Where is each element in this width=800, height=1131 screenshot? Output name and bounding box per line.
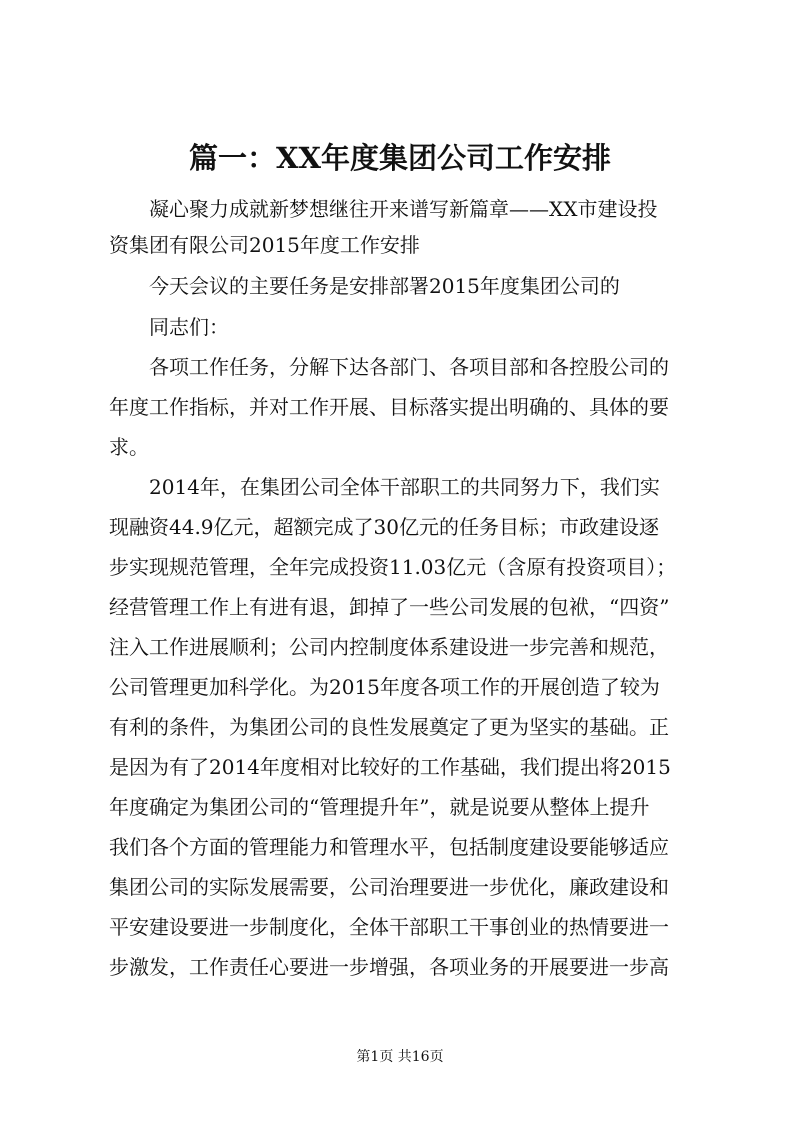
paragraph-line-14: 有利的条件，为集团公司的良性发展奠定了更为坚实的基础。正	[109, 715, 669, 739]
paragraph-line-19: 平安建设要进一步制度化，全体干部职工干事创业的热情要进一	[109, 915, 669, 939]
paragraph-line-16: 年度确定为集团公司的“管理提升年”，就是说要从整体上提升	[109, 795, 650, 819]
paragraph-line-9: 现融资44.9亿元，超额完成了30亿元的任务目标；市政建设逐	[109, 515, 659, 539]
paragraph-line-20: 步激发，工作责任心要进一步增强，各项业务的开展要进一步高	[109, 955, 669, 979]
paragraph-line-11: 经营管理工作上有进有退，卸掉了一些公司发展的包袱，“四资”	[109, 595, 670, 619]
paragraph-line-17: 我们各个方面的管理能力和管理水平，包括制度建设要能够适应	[109, 835, 669, 859]
paragraph-line-18: 集团公司的实际发展需要，公司治理要进一步优化，廉政建设和	[109, 875, 669, 899]
paragraph-line-6: 年度工作指标，并对工作开展、目标落实提出明确的、具体的要	[109, 395, 669, 419]
paragraph-line-1: 凝心聚力成就新梦想继往开来谱写新篇章——XX市建设投	[109, 197, 658, 221]
paragraph-line-5: 各项工作任务，分解下达各部门、各项目部和各控股公司的	[109, 355, 669, 379]
paragraph-line-8: 2014年，在集团公司全体干部职工的共同努力下，我们实	[109, 475, 660, 499]
paragraph-line-4: 同志们：	[109, 315, 229, 339]
paragraph-line-7: 求。	[109, 435, 149, 459]
paragraph-line-2: 资集团有限公司2015年度工作安排	[109, 233, 420, 257]
paragraph-line-3: 今天会议的主要任务是安排部署2015年度集团公司的	[109, 274, 620, 298]
paragraph-line-10: 步实现规范管理，全年完成投资11.03亿元（含原有投资项目）；	[109, 555, 677, 579]
paragraph-line-12: 注入工作进展顺利；公司内控制度体系建设进一步完善和规范，	[109, 635, 669, 659]
page-number: 第1页 共16页	[356, 1049, 444, 1065]
document-title: 篇一：XX年度集团公司工作安排	[188, 141, 611, 175]
paragraph-line-13: 公司管理更加科学化。为2015年度各项工作的开展创造了较为	[109, 675, 660, 699]
paragraph-line-15: 是因为有了2014年度相对比较好的工作基础，我们提出将2015	[109, 755, 671, 779]
